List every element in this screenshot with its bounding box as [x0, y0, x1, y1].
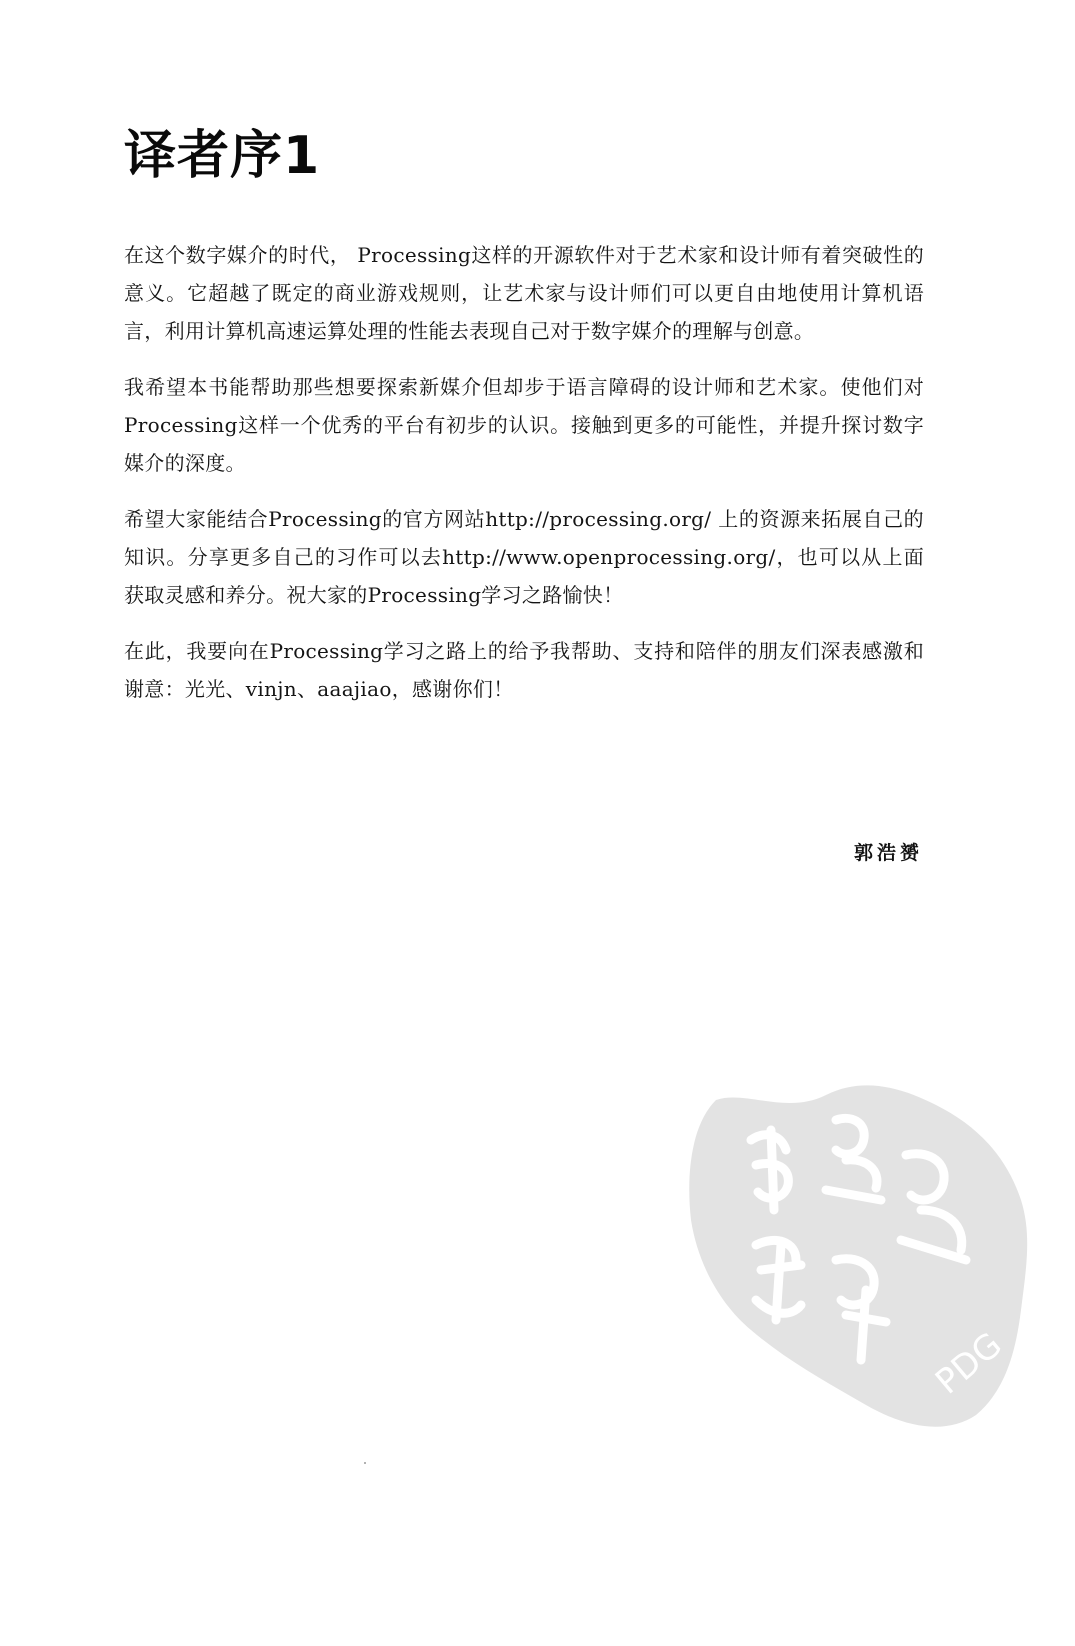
paragraph-3: 希望大家能结合Processing的官方网站http://processing.org/ 上的资源来拓展自己的知识。分享更多自己的习作可以去http://www.openprocessing.org/，也可以从上面获取灵感和养分。祝大家的Processing学习之路愉快！: [124, 507, 924, 607]
paragraph-4: 在此，我要向在Processing学习之路上的给予我帮助、支持和陪伴的朋友们深表感激和谢意：光光、vinjn、aaajiao，感谢你们！: [124, 639, 924, 701]
body-text: [124, 236, 924, 726]
paragraph-2: 我希望本书能帮助那些想要探索新媒介但却步于语言障碍的设计师和艺术家。使他们对Processing这样一个优秀的平台有初步的认识。接触到更多的可能性，并提升探讨数字媒介的深度。: [124, 375, 924, 475]
watermark-seal: [676, 1060, 1036, 1440]
paragraph-1: 在这个数字媒介的时代， Processing这样的开源软件对于艺术家和设计师有着突破性的意义。它超越了既定的商业游戏规则，让艺术家与设计师们可以更自由地使用计算机语言，利用计算机高速运算处理的性能去表现自己对于数字媒介的理解与创意。: [124, 243, 924, 343]
translator-signature: 郭浩赟: [853, 842, 923, 864]
watermark-label: PDG: [928, 1324, 1010, 1403]
page-title: 译者序1: [124, 126, 321, 186]
scan-speck: [364, 1462, 366, 1464]
